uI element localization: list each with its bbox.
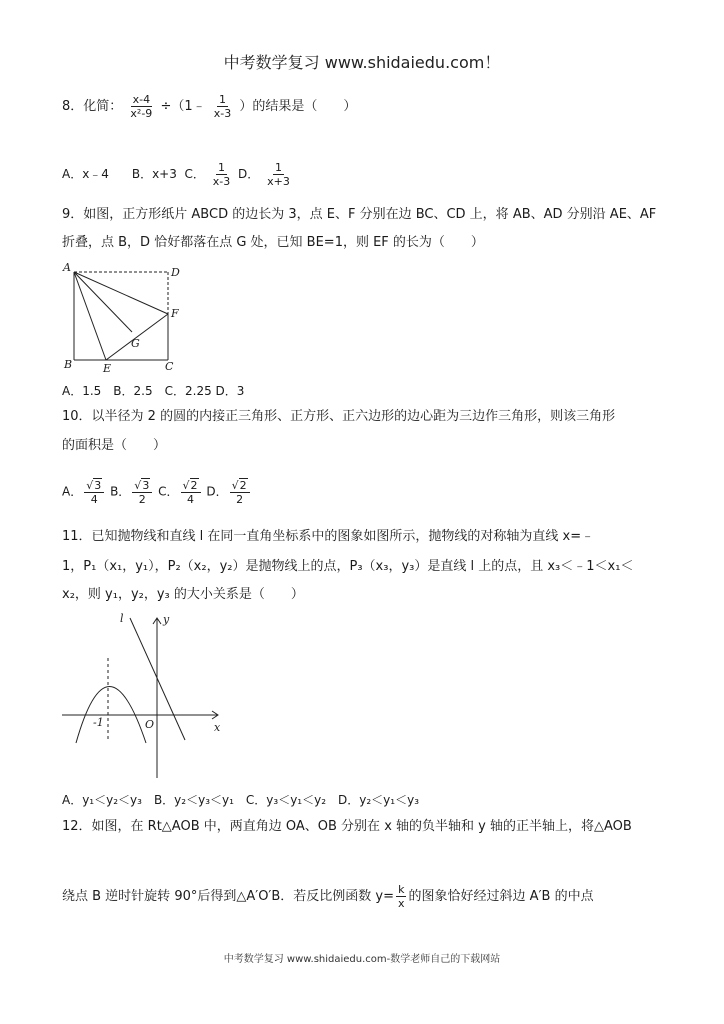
q10-opt-d-frac: $\frac{√2}{2}$ [230, 478, 250, 506]
q9-label-d: D [171, 266, 180, 279]
q10-opt-b: B． [110, 484, 131, 499]
q10-opt-d: D． [206, 484, 228, 499]
q8-options [62, 161, 294, 188]
q10-opt-a-den: 4 [90, 493, 98, 506]
q11-label-l: l [120, 612, 124, 625]
q9-line-ag [74, 272, 132, 332]
q10-opt-b-den: 2 [138, 493, 146, 506]
q12-line-2 [62, 883, 594, 910]
q9-options: A．1.5 B．2.5 C．2.25 D．3 [62, 384, 245, 398]
page-header: 中考数学复习 www.shidaiedu.com！ [223, 53, 501, 72]
q10-opt-d-den: 2 [236, 493, 244, 506]
q9-label-b: B [64, 358, 73, 371]
q11-line-1: 11．已知抛物线和直线 l 在同一直角坐标系中的图象如图所示，抛物线的对称轴为直线 x=﹣ [62, 529, 595, 544]
q8-opt-d-num: 1 [274, 161, 282, 174]
q8-opt-c-den: x-3 [212, 175, 231, 188]
q9-label-c: C [165, 360, 174, 373]
q10-opt-c-num: 2 [190, 479, 198, 492]
q12-x: x [398, 897, 405, 910]
q9-label-e: E [103, 362, 112, 374]
q10-opt-b-frac: $\frac{√3}{2}$ [132, 478, 152, 506]
q8-suffix: ）的结果是（ ） [239, 99, 357, 114]
q8-opt-d-den: x+3 [267, 175, 290, 188]
q11-line-2: 1，P₁（x₁，y₁），P₂（x₂，y₂）是抛物线上的点，P₃（x₃，y₃）是直线 l 上的点，且 x₃＜﹣1＜x₁＜ [62, 559, 634, 574]
q8-f1-den: x²-9 [130, 107, 153, 120]
q8-opt-c-num: 1 [217, 161, 225, 174]
q10-opt-a-num: 3 [94, 479, 102, 492]
page-footer: 中考数学复习 www.shidaiedu.com-数学老师自己的下载网站 [223, 954, 501, 965]
q10-line-1: 10．以半径为 2 的圆的内接正三角形、正方形、正六边形的边心距为三边作三角形，则该三角形 [62, 409, 616, 424]
q10-opt-c-frac: $\frac{√2}{4}$ [181, 478, 201, 506]
q12-line-2-pre: 绕点 B 逆时针旋转 90°后得到△A′O′B．若反比例函数 y= [62, 889, 395, 904]
q10-opt-a: A． [62, 484, 83, 499]
q11-line-3: x₂，则 y₁，y₂，y₃ 的大小关系是（ ） [62, 587, 304, 602]
q8-opt-d-frac [265, 161, 292, 188]
q12-line-1: 12．如图，在 Rt△AOB 中，两直角边 OA、OB 分别在 x 轴的负半轴和 y 轴的正半轴上，将△AOB [62, 819, 632, 834]
q8-f2-den: x-3 [213, 107, 232, 120]
q8-opt-a: A．x﹣4 [62, 167, 109, 181]
q12-k: k [398, 883, 405, 896]
q9-line-1: 9．如图，正方形纸片 ABCD 的边长为 3，点 E、F 分别在边 BC、CD 上，将 AB、AD 分别沿 AE、AF [62, 207, 657, 222]
q8-f2-num: 1 [219, 93, 226, 106]
q12-line-2-post: 的图象恰好经过斜边 A′B 的中点 [408, 889, 594, 904]
q8-opt-c: C． [184, 167, 205, 181]
q9-label-a: A [63, 262, 71, 274]
q12-k-over-x [396, 883, 407, 910]
q10-line-2: 的面积是（ ） [62, 438, 167, 453]
q10-opt-d-num: 2 [239, 479, 247, 492]
q9-line-ae [74, 272, 106, 360]
q11-label-neg1: -1 [93, 716, 104, 729]
q10-opt-a-frac: $\frac{√3}{4}$ [84, 478, 104, 506]
q8-fraction-1 [128, 93, 154, 120]
q9-line-2: 折叠，点 B，D 恰好都落在点 G 处，已知 BE=1，则 EF 的长为（ ） [62, 235, 484, 250]
q8-f1-num: x-4 [132, 93, 151, 106]
q9-label-g: G [131, 337, 140, 350]
q10-opt-b-num: 3 [142, 479, 150, 492]
q11-label-y: y [163, 613, 170, 626]
q11-label-o: O [145, 718, 155, 731]
q8-prefix: 8．化简： [62, 99, 123, 114]
q8-mid: ÷（1﹣ [160, 99, 206, 114]
q10-opt-c-den: 4 [187, 493, 195, 506]
q9-line-af [74, 272, 168, 314]
question-8 [62, 93, 356, 120]
q8-fraction-2 [212, 93, 233, 120]
q9-label-f: F [171, 307, 179, 320]
q8-opt-c-frac [211, 161, 232, 188]
q10-options [62, 478, 252, 506]
q11-options: A．y₁＜y₂＜y₃ B．y₂＜y₃＜y₁ C．y₃＜y₁＜y₂ D．y₂＜y₁＜y₃ [62, 793, 420, 807]
q11-label-x: x [214, 721, 221, 734]
q8-opt-d: D． [238, 167, 260, 181]
q11-figure [60, 610, 230, 782]
q9-figure [60, 262, 190, 374]
q10-opt-c: C． [158, 484, 179, 499]
q8-opt-b: B．x+3 [131, 167, 177, 181]
